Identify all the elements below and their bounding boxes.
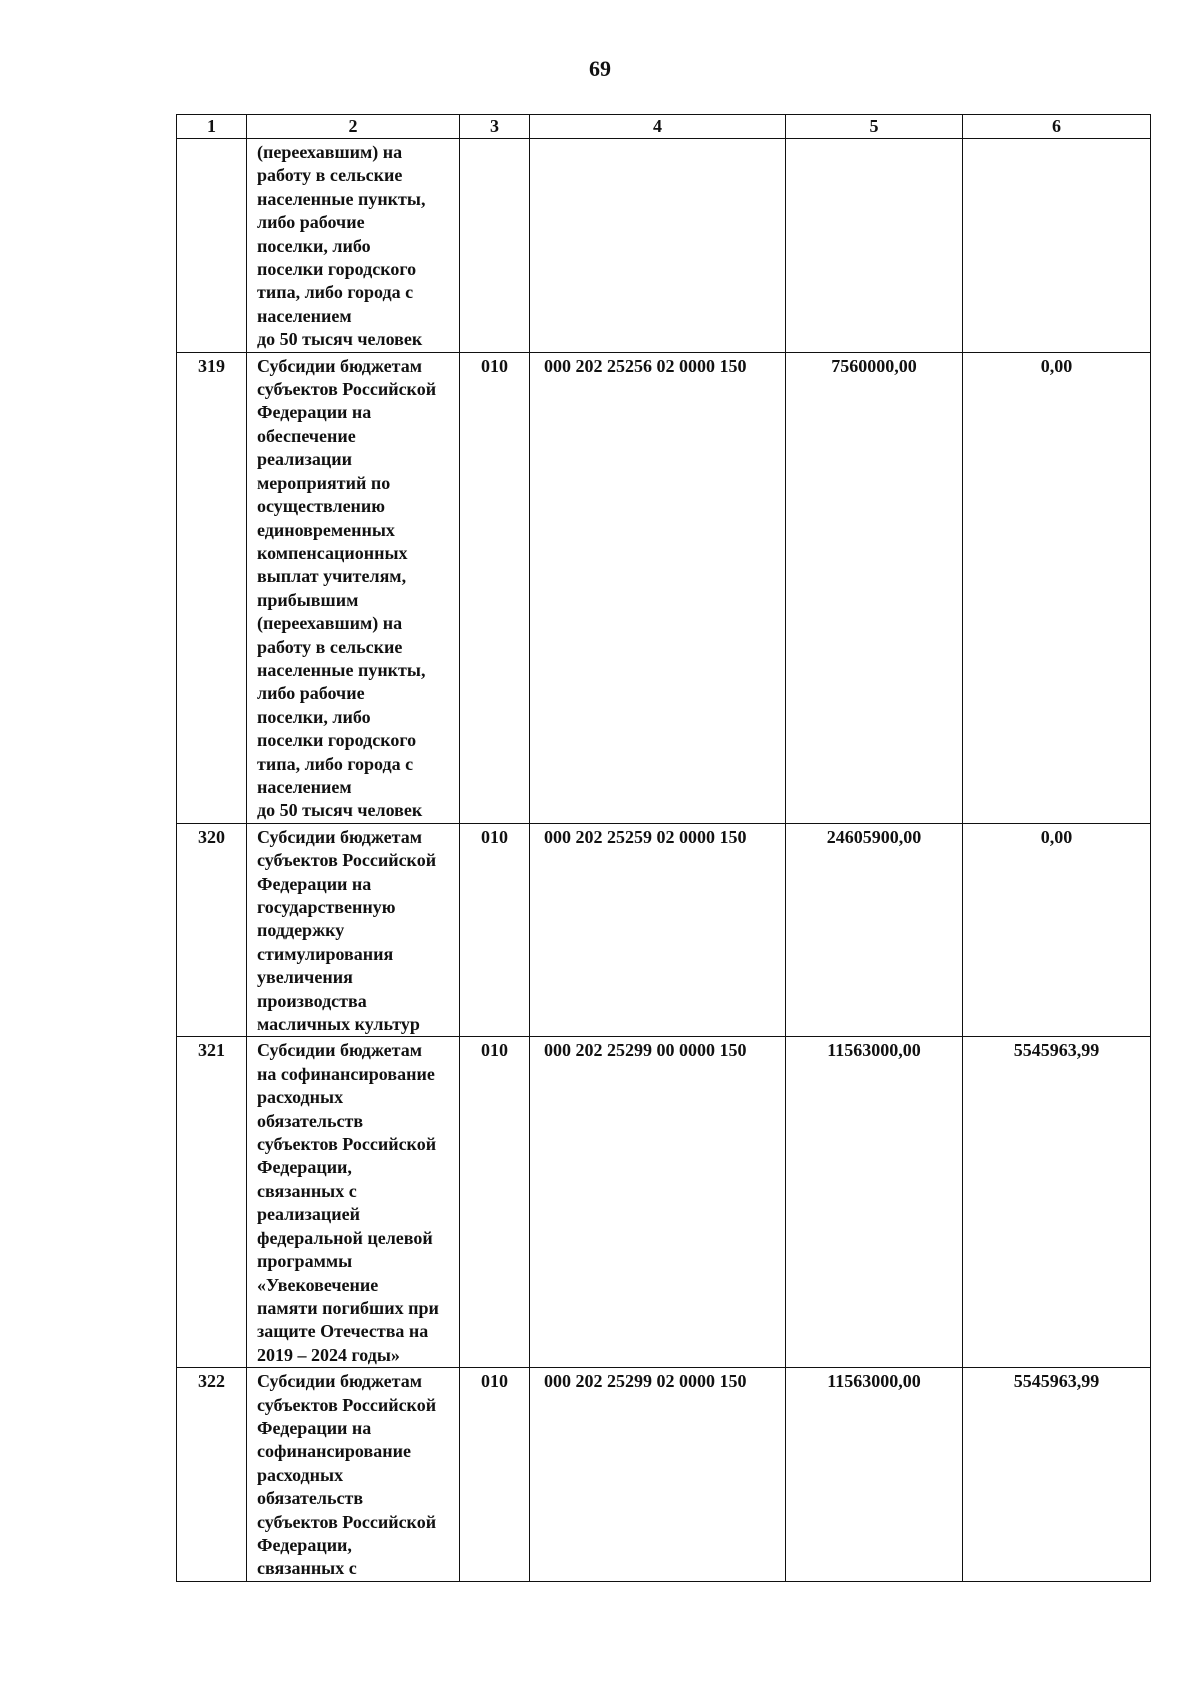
row-amount-plan: 7560000,00 [786,352,963,823]
row-name: Субсидии бюджетам субъектов Российской Федерации на государственную поддержку стимулирования увеличения производства масличных культур [247,823,460,1037]
row-number: 321 [177,1037,247,1368]
row-code: 010 [460,1037,530,1368]
row-name: Субсидии бюджетам субъектов Российской Федерации на софинансирование расходных обязательств субъектов Российской Федерации, связанных с [247,1368,460,1582]
row-kbk: 000 202 25299 00 0000 150 [530,1037,786,1368]
budget-table [176,114,1151,1582]
table-row [177,139,1151,353]
row-amount-plan: 11563000,00 [786,1368,963,1582]
row-kbk: 000 202 25259 02 0000 150 [530,823,786,1037]
row-code: 010 [460,352,530,823]
column-header-5: 5 [786,115,963,139]
column-header-6: 6 [963,115,1151,139]
table-header-row [177,115,1151,139]
row-amount-fact: 5545963,99 [963,1368,1151,1582]
row-kbk [530,139,786,353]
table-row [177,1037,1151,1368]
row-amount-plan: 24605900,00 [786,823,963,1037]
column-header-4: 4 [530,115,786,139]
page-number: 69 [589,56,611,81]
table-row [177,1368,1151,1582]
row-amount-fact: 0,00 [963,352,1151,823]
table-row [177,352,1151,823]
row-number: 322 [177,1368,247,1582]
row-name: Субсидии бюджетам на софинансирование расходных обязательств субъектов Российской Федерации, связанных с реализацией федеральной целевой программы «Увековечение памяти погибших при защите Отечества на 2019 – 2024 годы» [247,1037,460,1368]
row-name: (переехавшим) на работу в сельские населенные пункты, либо рабочие поселки, либо поселки городского типа, либо города с населением до 50 тысяч человек [247,139,460,353]
row-kbk: 000 202 25256 02 0000 150 [530,352,786,823]
row-amount-fact: 0,00 [963,823,1151,1037]
row-code: 010 [460,1368,530,1582]
row-number: 319 [177,352,247,823]
row-number: 320 [177,823,247,1037]
row-code [460,139,530,353]
row-amount-fact [963,139,1151,353]
row-amount-fact: 5545963,99 [963,1037,1151,1368]
table-row [177,823,1151,1037]
row-name: Субсидии бюджетам субъектов Российской Федерации на обеспечение реализации мероприятий по осуществлению единовременных компенсационных выплат учителям, прибывшим (переехавшим) на работу в сельские населенные пункты, либо рабочие поселки, либо поселки городского типа, либо города с населением до 50 тысяч человек [247,352,460,823]
row-amount-plan [786,139,963,353]
row-kbk: 000 202 25299 02 0000 150 [530,1368,786,1582]
column-header-2: 2 [247,115,460,139]
row-number [177,139,247,353]
row-amount-plan: 11563000,00 [786,1037,963,1368]
column-header-3: 3 [460,115,530,139]
row-code: 010 [460,823,530,1037]
column-header-1: 1 [177,115,247,139]
